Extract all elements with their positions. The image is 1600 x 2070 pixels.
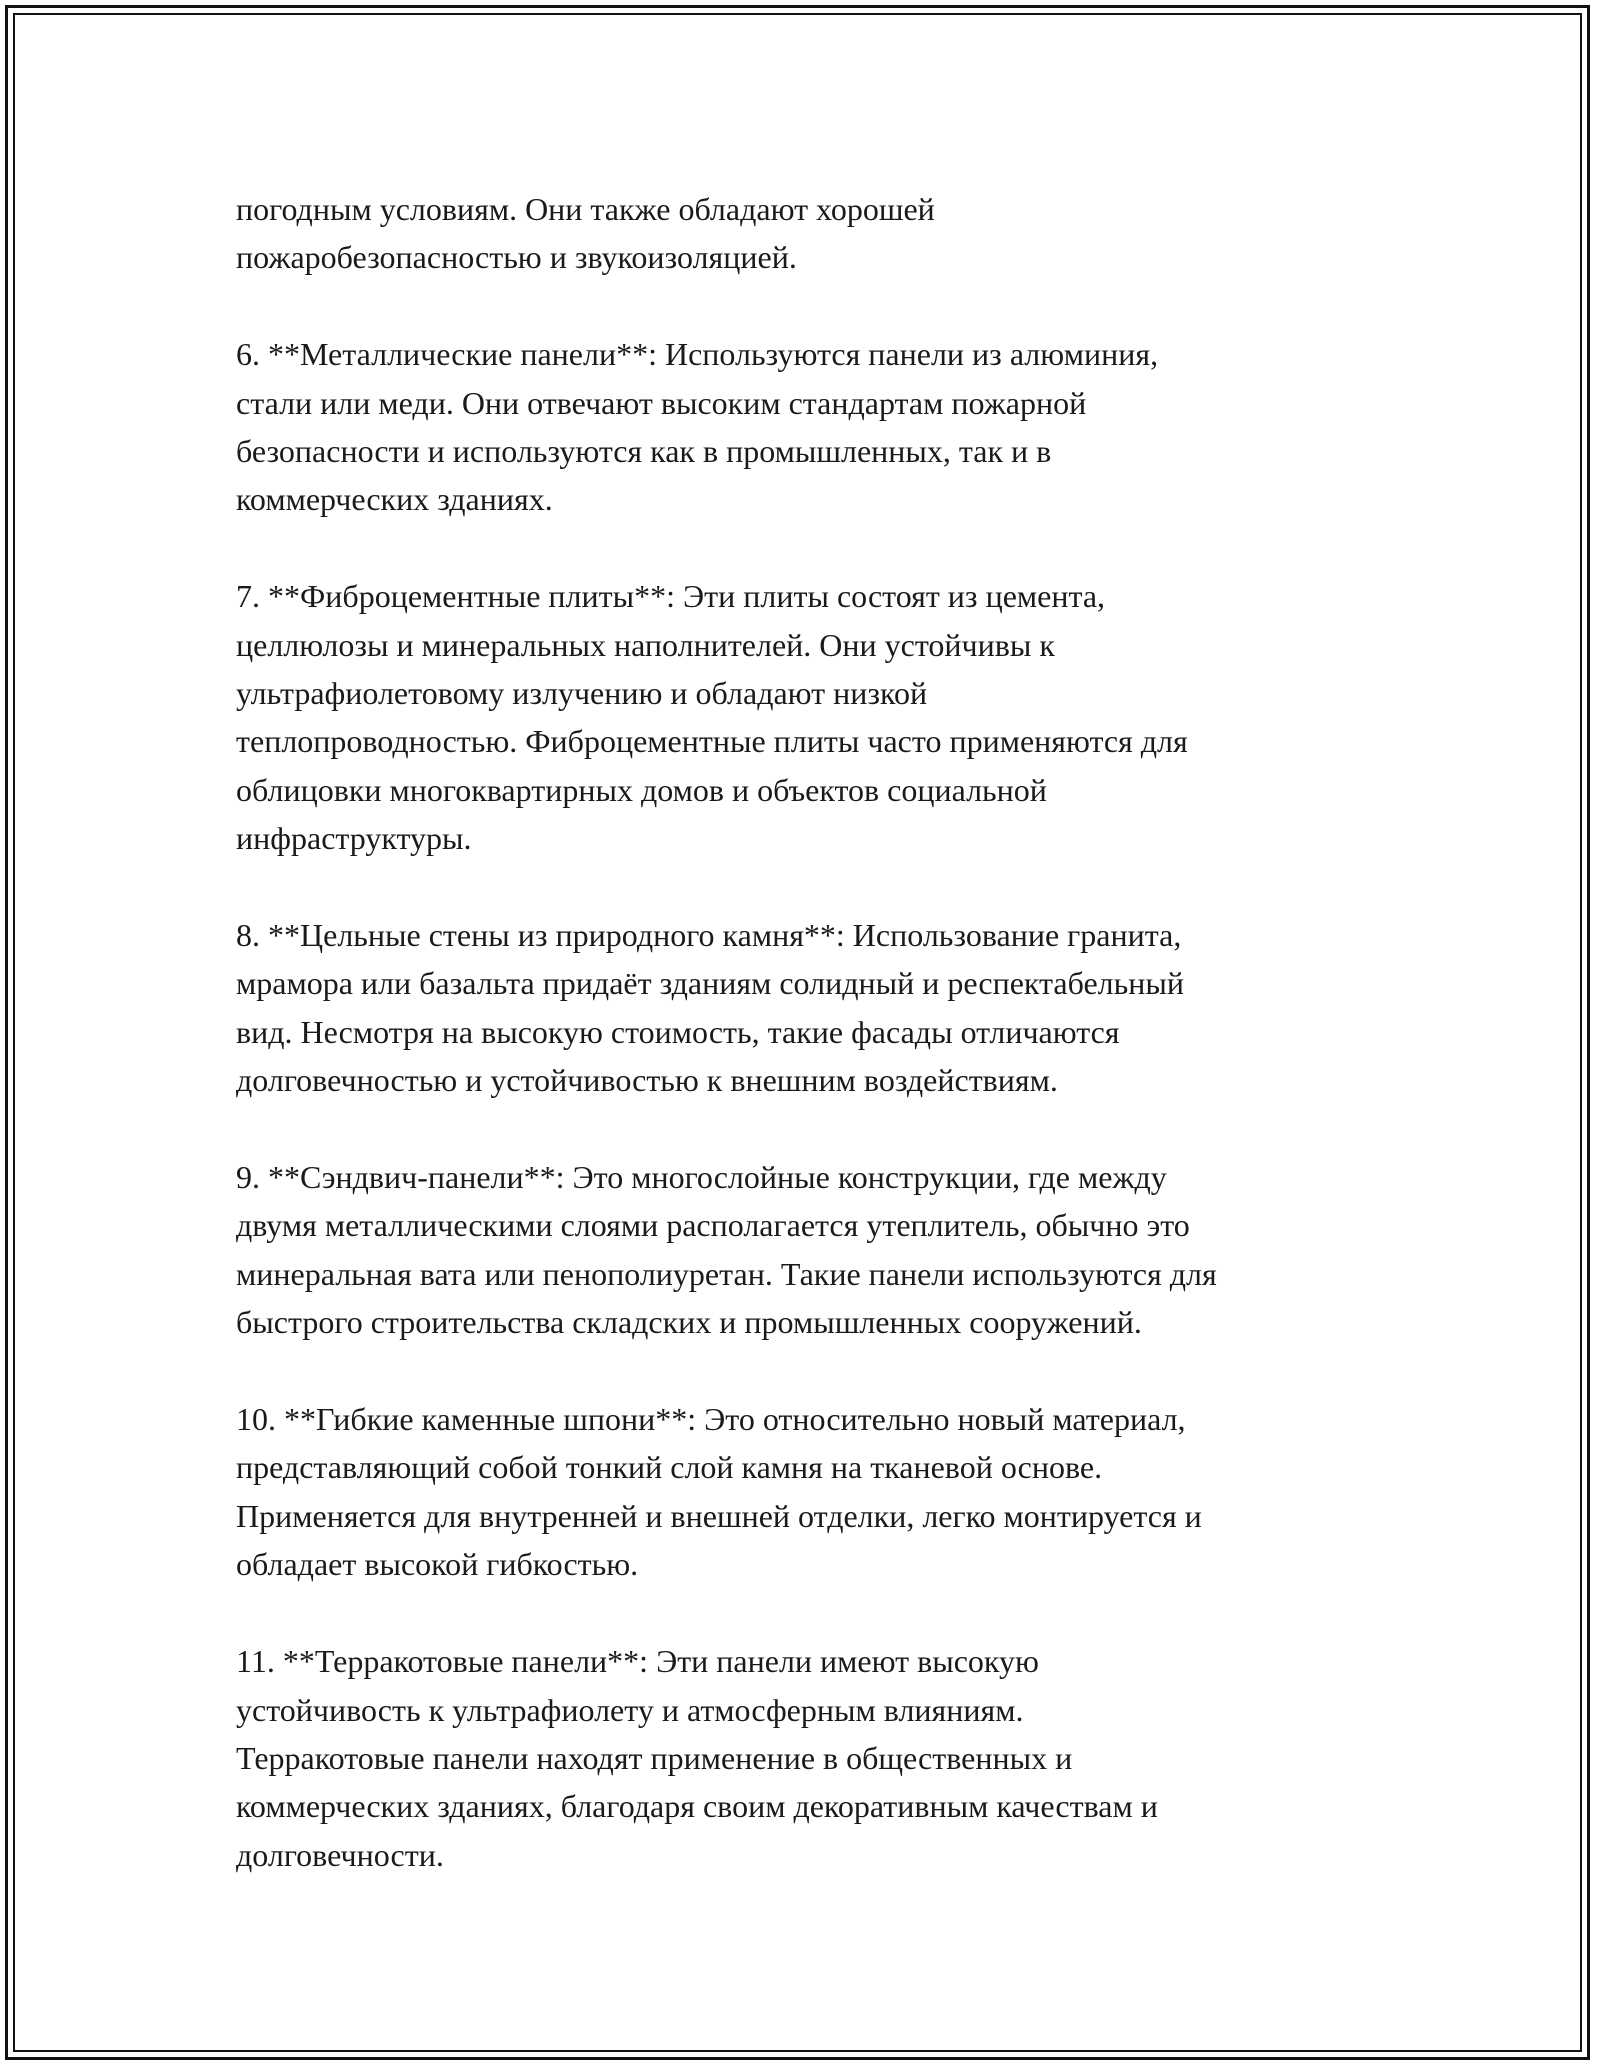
paragraph-item-9: 9. **Сэндвич-панели**: Это многослойные конструкции, где между двумя металлическими слоями располагается утеплитель, обычно это минеральная вата или пенополиуретан. Такие панели используются для быстрого строительства складских и промышленных сооружений. [236,1159,1217,1341]
paragraph-item-8: 8. **Цельные стены из природного камня**: Использование гранита, мрамора или базальта придаёт зданиям солидный и респектабельный вид. Несмотря на высокую стоимость, такие фасады отличаются долговечностью и устойчивостью к внешним воздействиям. [236,917,1184,1099]
paragraph-item-10: 10. **Гибкие каменные шпони**: Это относительно новый материал, представляющий собой тонкий слой камня на тканевой основе. Применяется для внутренней и внешней отделки, легко монтируется и обладает высокой гибкостью. [236,1401,1202,1583]
paragraph-continuation: погодным условиям. Они также обладают хорошей пожаробезопасностью и звукоизоляцией. [236,191,935,276]
paragraph-item-11: 11. **Терракотовые панели**: Эти панели имеют высокую устойчивость к ультрафиолету и атмосферным влияниям. Терракотовые панели находят применение в общественных и коммерческих зданиях, благодаря своим декоративным качествам и долговечности. [236,1643,1158,1873]
paragraph-item-6: 6. **Металлические панели**: Используются панели из алюминия, стали или меди. Они отвечают высоким стандартам пожарной безопасности и используются как в промышленных, так и в коммерческих зданиях. [236,336,1159,518]
paragraph-item-7: 7. **Фиброцементные плиты**: Эти плиты состоят из цемента, целлюлозы и минеральных наполнителей. Они устойчивы к ультрафиолетовому излучению и обладают низкой теплопроводностью. Фиброцементные плиты часто применяются для облицовки многоквартирных домов и объектов социальной инфраструктуры. [236,578,1188,857]
document-body [236,185,1376,1879]
